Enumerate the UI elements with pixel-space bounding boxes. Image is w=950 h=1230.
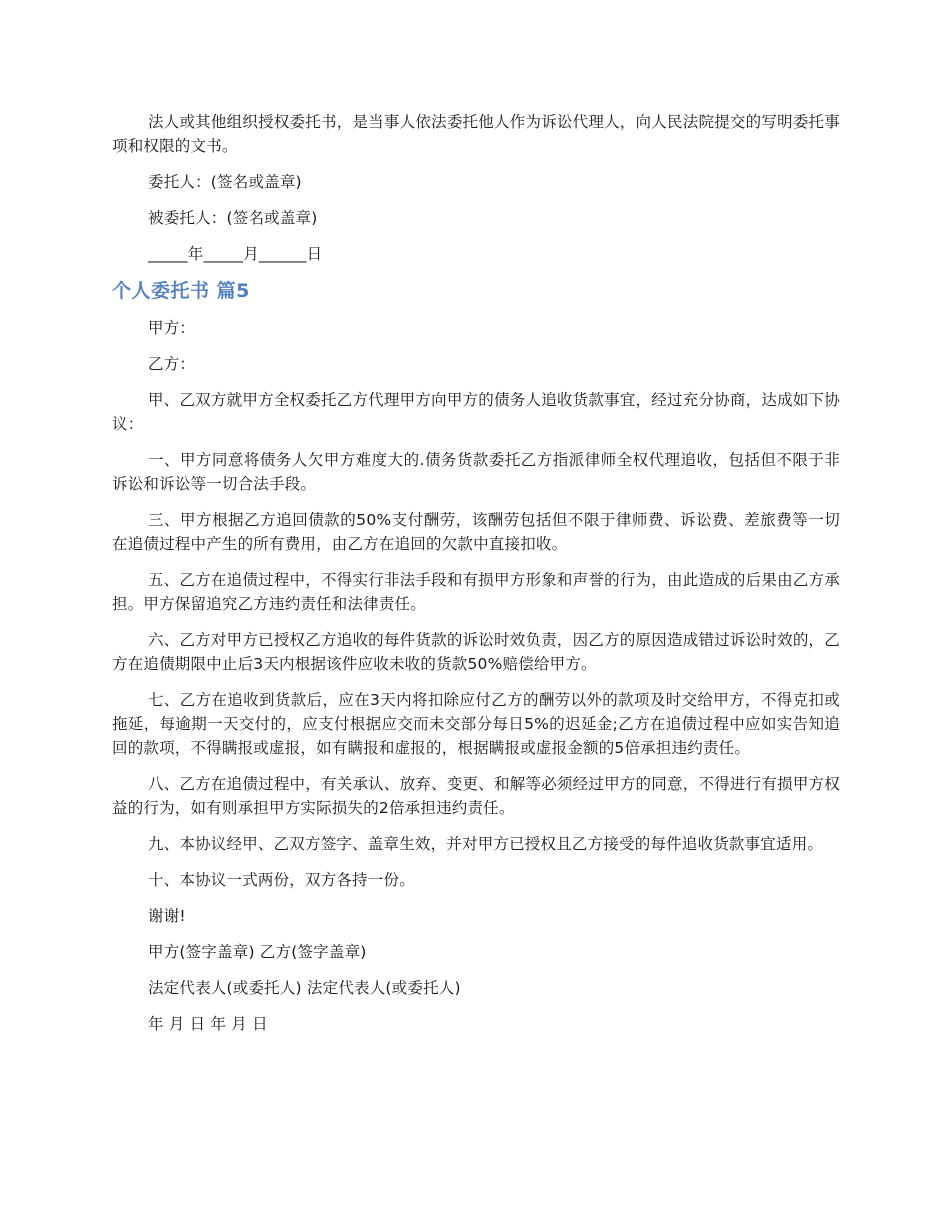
- clause-6: 六、乙方对甲方已授权乙方追收的每件货款的诉讼时效负责，因乙方的原因造成错过诉讼时效的，乙方在追债期限中止后3天内根据该件应收未收的货款50%赔偿给甲方。: [112, 631, 840, 673]
- clause-10: 十、本协议一式两份，双方各持一份。: [148, 871, 415, 889]
- clause-9: 九、本协议经甲、乙双方签字、盖章生效，并对甲方已授权且乙方接受的每件追收货款事宜适用。: [148, 835, 824, 853]
- agreement-preamble: 甲、乙双方就甲方全权委托乙方代理甲方向甲方的债务人追收货款事宜，经过充分协商，达成如下协议：: [112, 391, 840, 433]
- document-body: [112, 110, 840, 1048]
- clause-7: 七、乙方在追收到货款后，应在3天内将扣除应付乙方的酬劳以外的款项及时交给甲方，不得克扣或拖延，每逾期一天交付的，应支付根据应交而未交部分每日5%的迟延金;乙方在追债过程中应如实告知追回的款项，不得瞒报或虚报，如有瞒报和虚报的，根据瞒报或虚报金额的5倍承担违约责任。: [112, 691, 840, 757]
- clause-3: 三、甲方根据乙方追回债款的50%支付酬劳，该酬劳包括但不限于律师费、诉讼费、差旅费等一切在追债过程中产生的所有费用，由乙方在追回的欠款中直接扣收。: [112, 511, 840, 553]
- party-a-line: 甲方：: [148, 319, 196, 337]
- section-heading: 个人委托书 篇5: [112, 280, 250, 302]
- thanks-line: 谢谢!: [148, 907, 186, 925]
- clause-5: 五、乙方在追债过程中，不得实行非法手段和有损甲方形象和声誉的行为，由此造成的后果由乙方承担。甲方保留追究乙方违约责任和法律责任。: [112, 571, 840, 613]
- agent-signature-line: 被委托人：(签名或盖章): [148, 209, 318, 227]
- clause-1: 一、甲方同意将债务人欠甲方难度大的.债务货款委托乙方指派律师全权代理追收，包括但不限于非诉讼和诉讼等一切合法手段。: [112, 451, 840, 493]
- intro-paragraph: 法人或其他组织授权委托书，是当事人依法委托他人作为诉讼代理人，向人民法院提交的写明委托事项和权限的文书。: [112, 113, 840, 155]
- signature-parties-line: 甲方(签字盖章) 乙方(签字盖章): [148, 943, 367, 961]
- clause-8: 八、乙方在追债过程中，有关承认、放弃、变更、和解等必须经过甲方的同意，不得进行有损甲方权益的行为，如有则承担甲方实际损失的2倍承担违约责任。: [112, 775, 840, 817]
- date-line: _____年_____月______日: [148, 245, 323, 263]
- signing-date-line: 年 月 日 年 月 日: [148, 1015, 268, 1033]
- client-signature-line: 委托人：(签名或盖章): [148, 173, 302, 191]
- party-b-line: 乙方：: [148, 355, 196, 373]
- legal-representative-line: 法定代表人(或委托人) 法定代表人(或委托人): [148, 979, 461, 997]
